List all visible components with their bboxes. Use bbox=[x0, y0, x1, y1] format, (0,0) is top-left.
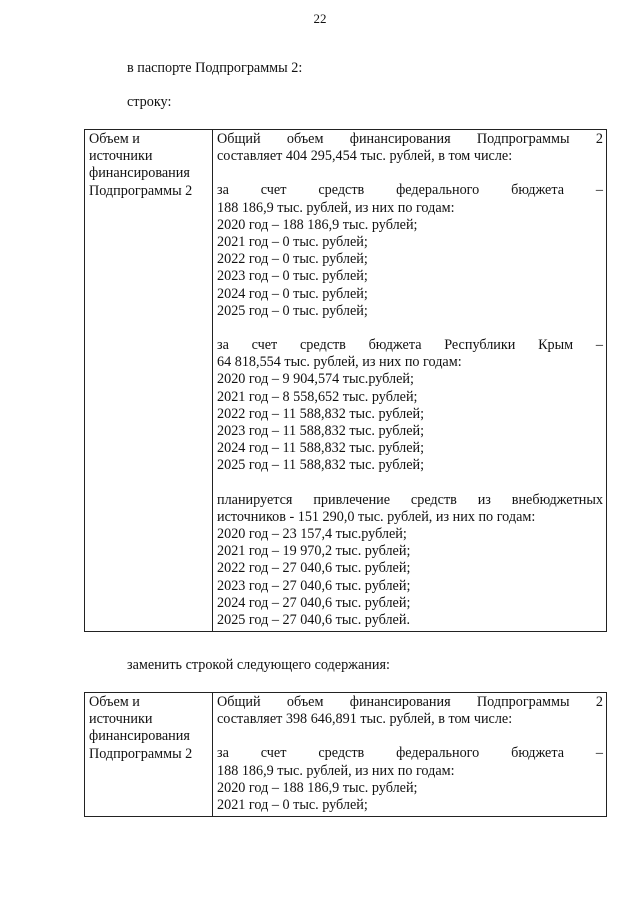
year-line: 2023 год – 27 040,6 тыс. рублей; bbox=[217, 577, 411, 594]
word: средств bbox=[318, 182, 365, 199]
old-label-cell bbox=[85, 130, 213, 632]
word: планируется bbox=[217, 491, 293, 508]
word: – bbox=[595, 182, 603, 199]
old-financing-row bbox=[85, 130, 607, 632]
label-line: Подпрограммы 2 bbox=[89, 182, 193, 199]
old-extrabudgetary-block bbox=[217, 492, 603, 630]
new-label-cell bbox=[85, 693, 213, 817]
word: средств bbox=[318, 745, 365, 762]
text-line: 64 818,554 тыс. рублей, из них по годам: bbox=[217, 354, 462, 371]
word: Общий bbox=[217, 694, 261, 710]
new-federal-block bbox=[217, 745, 603, 814]
word: Подпрограммы bbox=[476, 694, 570, 710]
word: Крым bbox=[538, 337, 574, 354]
word: привлечение bbox=[313, 491, 391, 508]
new-financing-table bbox=[84, 692, 607, 817]
year-line: 2024 год – 11 588,832 тыс. рублей; bbox=[217, 440, 425, 457]
word: бюджета bbox=[511, 182, 565, 199]
word: федерального bbox=[396, 182, 480, 199]
label-line: финансирования bbox=[89, 728, 190, 745]
justified-line bbox=[217, 694, 603, 711]
year-line: 2021 год – 19 970,2 тыс. рублей; bbox=[217, 543, 411, 560]
year-line: 2020 год – 23 157,4 тыс.рублей; bbox=[217, 526, 407, 543]
year-line: 2020 год – 9 904,574 тыс.рублей; bbox=[217, 371, 414, 388]
word: 2 bbox=[595, 131, 603, 147]
text-line: источников - 151 290,0 тыс. рублей, из них по годам: bbox=[217, 508, 536, 525]
word: бюджета bbox=[368, 337, 422, 354]
word: объем bbox=[286, 131, 324, 147]
year-line: 2020 год – 188 186,9 тыс. рублей; bbox=[217, 216, 418, 233]
label-line: Объем и bbox=[89, 694, 140, 710]
year-line: 2021 год – 8 558,652 тыс. рублей; bbox=[217, 388, 418, 405]
label-line: Подпрограммы 2 bbox=[89, 745, 193, 762]
word: финансирования bbox=[349, 131, 451, 147]
year-line: 2024 год – 27 040,6 тыс. рублей; bbox=[217, 594, 411, 611]
old-total-block bbox=[217, 131, 603, 165]
old-crimea-block bbox=[217, 337, 603, 475]
year-line: 2022 год – 0 тыс. рублей; bbox=[217, 251, 368, 268]
label-line: источники bbox=[89, 711, 153, 728]
word: Общий bbox=[217, 131, 261, 147]
label-line: финансирования bbox=[89, 165, 190, 182]
text-line: 188 186,9 тыс. рублей, из них по годам: bbox=[217, 199, 455, 216]
justified-line bbox=[217, 182, 603, 199]
word: из bbox=[477, 491, 491, 508]
label-line: источники bbox=[89, 148, 153, 165]
year-line: 2022 год – 11 588,832 тыс. рублей; bbox=[217, 405, 425, 422]
text-line: составляет 398 646,891 тыс. рублей, в том числе: bbox=[217, 711, 513, 728]
new-total-block bbox=[217, 694, 603, 728]
word: счет bbox=[251, 337, 278, 354]
word: бюджета bbox=[511, 745, 565, 762]
new-financing-row bbox=[85, 693, 607, 817]
year-line: 2023 год – 11 588,832 тыс. рублей; bbox=[217, 423, 425, 440]
word: за bbox=[217, 745, 229, 762]
word: федерального bbox=[396, 745, 480, 762]
year-line: 2021 год – 0 тыс. рублей; bbox=[217, 234, 368, 251]
year-line: 2022 год – 27 040,6 тыс. рублей; bbox=[217, 560, 411, 577]
justified-line bbox=[217, 745, 603, 762]
word: счет bbox=[260, 182, 287, 199]
word: Подпрограммы bbox=[476, 131, 570, 147]
year-line: 2023 год – 0 тыс. рублей; bbox=[217, 268, 368, 285]
word: Республики bbox=[444, 337, 516, 354]
year-line: 2024 год – 0 тыс. рублей; bbox=[217, 285, 368, 302]
row-word-paragraph: строку: bbox=[127, 94, 172, 110]
justified-line bbox=[217, 492, 603, 509]
new-content-cell bbox=[213, 693, 607, 817]
word: за bbox=[217, 182, 229, 199]
label-line: Объем и bbox=[89, 131, 140, 147]
justified-line bbox=[217, 131, 603, 148]
text-line: составляет 404 295,454 тыс. рублей, в том числе: bbox=[217, 148, 513, 165]
word: 2 bbox=[595, 694, 603, 710]
word: – bbox=[595, 337, 603, 354]
intro-paragraph: в паспорте Подпрограммы 2: bbox=[127, 60, 303, 76]
replace-paragraph: заменить строкой следующего содержания: bbox=[127, 657, 390, 673]
justified-line bbox=[217, 337, 603, 354]
year-line: 2021 год – 0 тыс. рублей; bbox=[217, 797, 368, 814]
old-content-cell bbox=[213, 130, 607, 632]
text-line: 188 186,9 тыс. рублей, из них по годам: bbox=[217, 762, 455, 779]
word: финансирования bbox=[349, 694, 451, 710]
page-number: 22 bbox=[313, 11, 327, 26]
word: средств bbox=[299, 337, 346, 354]
word: внебюджетных bbox=[511, 491, 603, 508]
year-line: 2025 год – 0 тыс. рублей; bbox=[217, 302, 368, 319]
year-line: 2025 год – 11 588,832 тыс. рублей; bbox=[217, 457, 425, 474]
old-financing-table bbox=[84, 129, 607, 632]
year-line: 2020 год – 188 186,9 тыс. рублей; bbox=[217, 779, 418, 796]
old-federal-block bbox=[217, 182, 603, 320]
word: средств bbox=[410, 491, 457, 508]
year-line: 2025 год – 27 040,6 тыс. рублей. bbox=[217, 612, 410, 629]
word: объем bbox=[286, 694, 324, 710]
word: – bbox=[595, 745, 603, 762]
word: за bbox=[217, 337, 229, 354]
word: счет bbox=[260, 745, 287, 762]
